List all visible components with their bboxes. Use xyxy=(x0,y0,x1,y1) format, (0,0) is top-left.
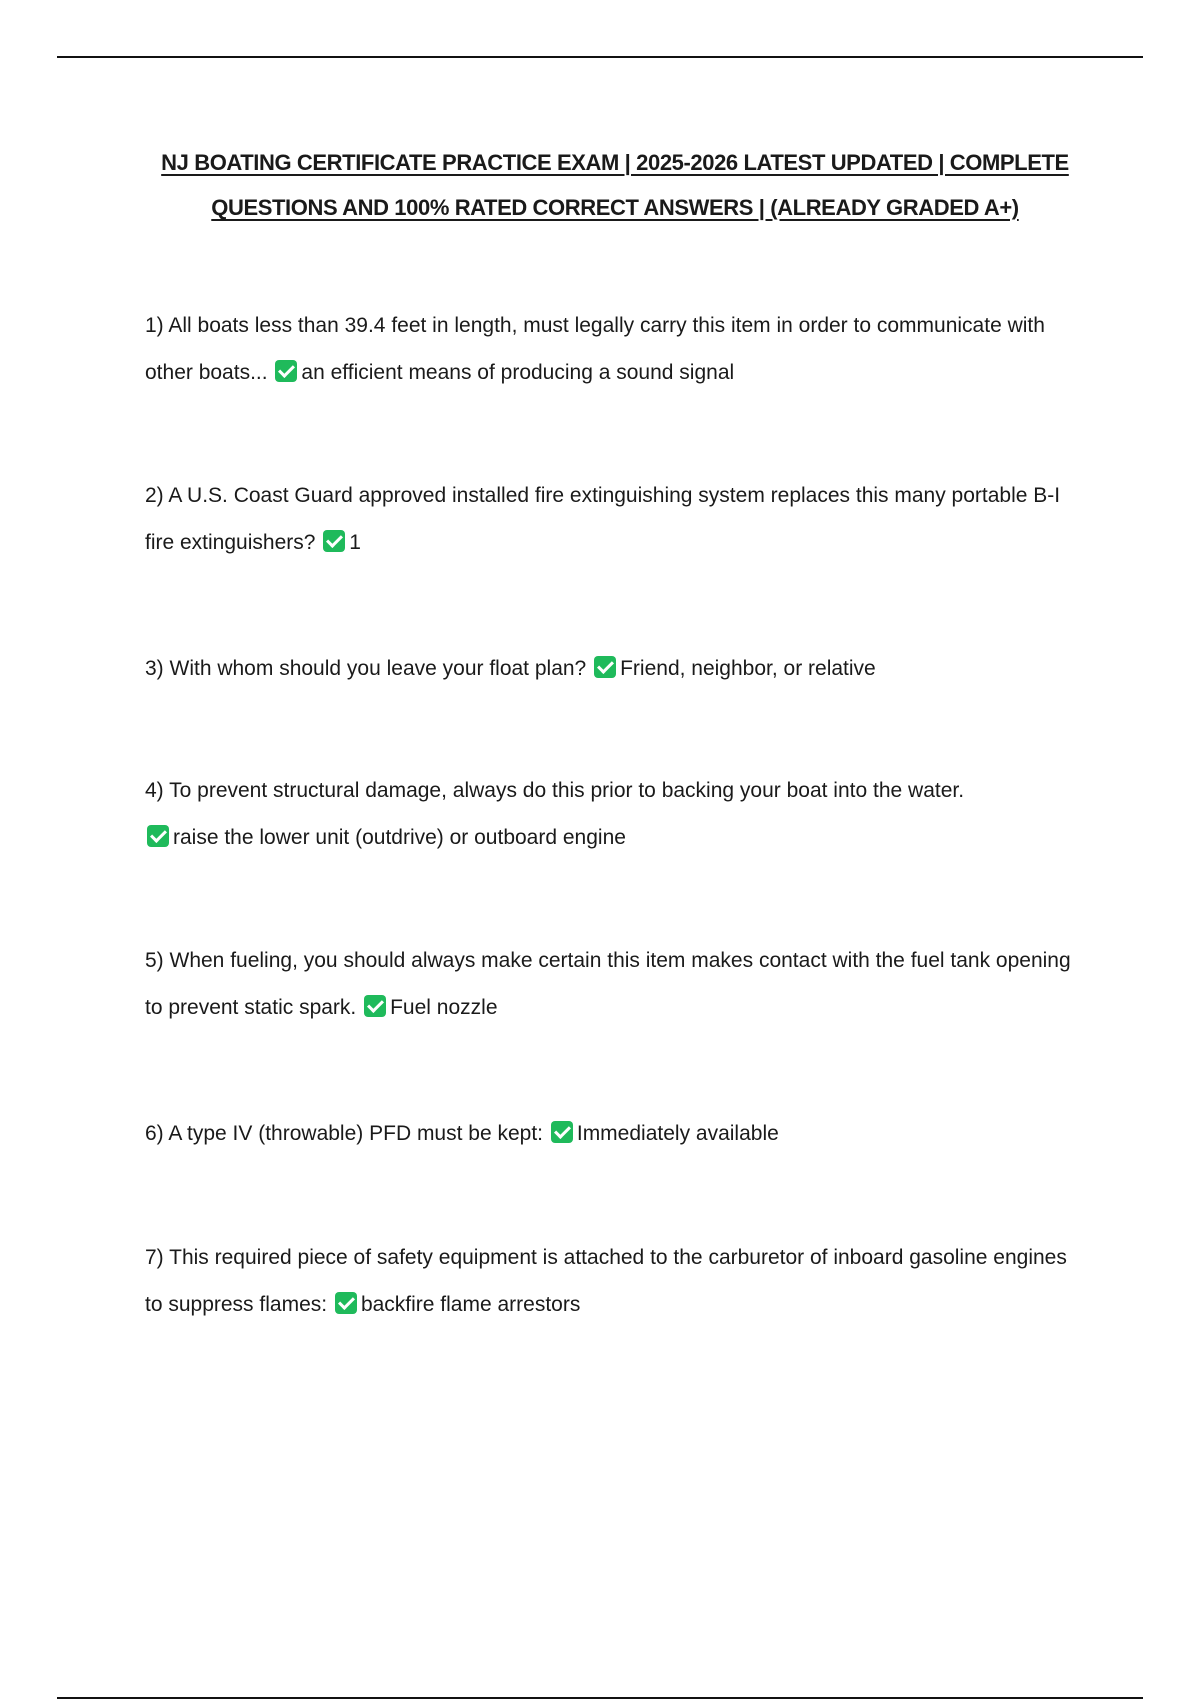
question-item xyxy=(145,1110,1085,1157)
document-title xyxy=(110,140,1120,230)
answer-text: an efficient means of producing a sound signal xyxy=(301,361,735,384)
question-text: 6) A type IV (throwable) PFD must be kept: xyxy=(145,1122,544,1145)
question-text: 5) When fueling, you should always make certain this item makes contact with the fuel tank opening to prevent static spark. xyxy=(145,949,1071,1019)
title-line-1: NJ BOATING CERTIFICATE PRACTICE EXAM | 2025-2026 LATEST UPDATED | COMPLETE xyxy=(161,150,1069,175)
check-mark-icon xyxy=(147,825,169,847)
check-mark-icon xyxy=(275,360,297,382)
title-line-2: QUESTIONS AND 100% RATED CORRECT ANSWERS | (ALREADY GRADED A+) xyxy=(211,195,1019,220)
question-item xyxy=(145,302,1085,396)
question-text: 1) All boats less than 39.4 feet in length, must legally carry this item in order to communicate with other boats... xyxy=(145,314,1045,384)
question-text: 7) This required piece of safety equipment is attached to the carburetor of inboard gasoline engines to suppress flames: xyxy=(145,1246,1067,1316)
answer-text: raise the lower unit (outdrive) or outboard engine xyxy=(173,826,626,849)
check-mark-icon xyxy=(335,1292,357,1314)
question-item xyxy=(145,645,1085,692)
question-item xyxy=(145,1234,1085,1328)
answer-text: backfire flame arrestors xyxy=(360,1293,581,1316)
question-text: 3) With whom should you leave your float plan? xyxy=(145,657,587,680)
answer-text: 1 xyxy=(349,531,361,554)
check-mark-icon xyxy=(594,656,616,678)
answer-text: Friend, neighbor, or relative xyxy=(620,657,876,680)
question-item xyxy=(145,937,1085,1031)
answer-text: Immediately available xyxy=(576,1122,779,1145)
question-text: 2) A U.S. Coast Guard approved installed fire extinguishing system replaces this many portable B-I fire extinguishers? xyxy=(145,484,1061,554)
question-item xyxy=(145,767,1085,861)
bottom-rule xyxy=(57,1697,1143,1699)
question-item xyxy=(145,472,1085,566)
check-mark-icon xyxy=(551,1121,573,1143)
check-mark-icon xyxy=(364,995,386,1017)
answer-text: Fuel nozzle xyxy=(390,996,498,1019)
top-rule xyxy=(57,56,1143,58)
check-mark-icon xyxy=(323,530,345,552)
question-text: 4) To prevent structural damage, always do this prior to backing your boat into the water. xyxy=(145,779,965,802)
